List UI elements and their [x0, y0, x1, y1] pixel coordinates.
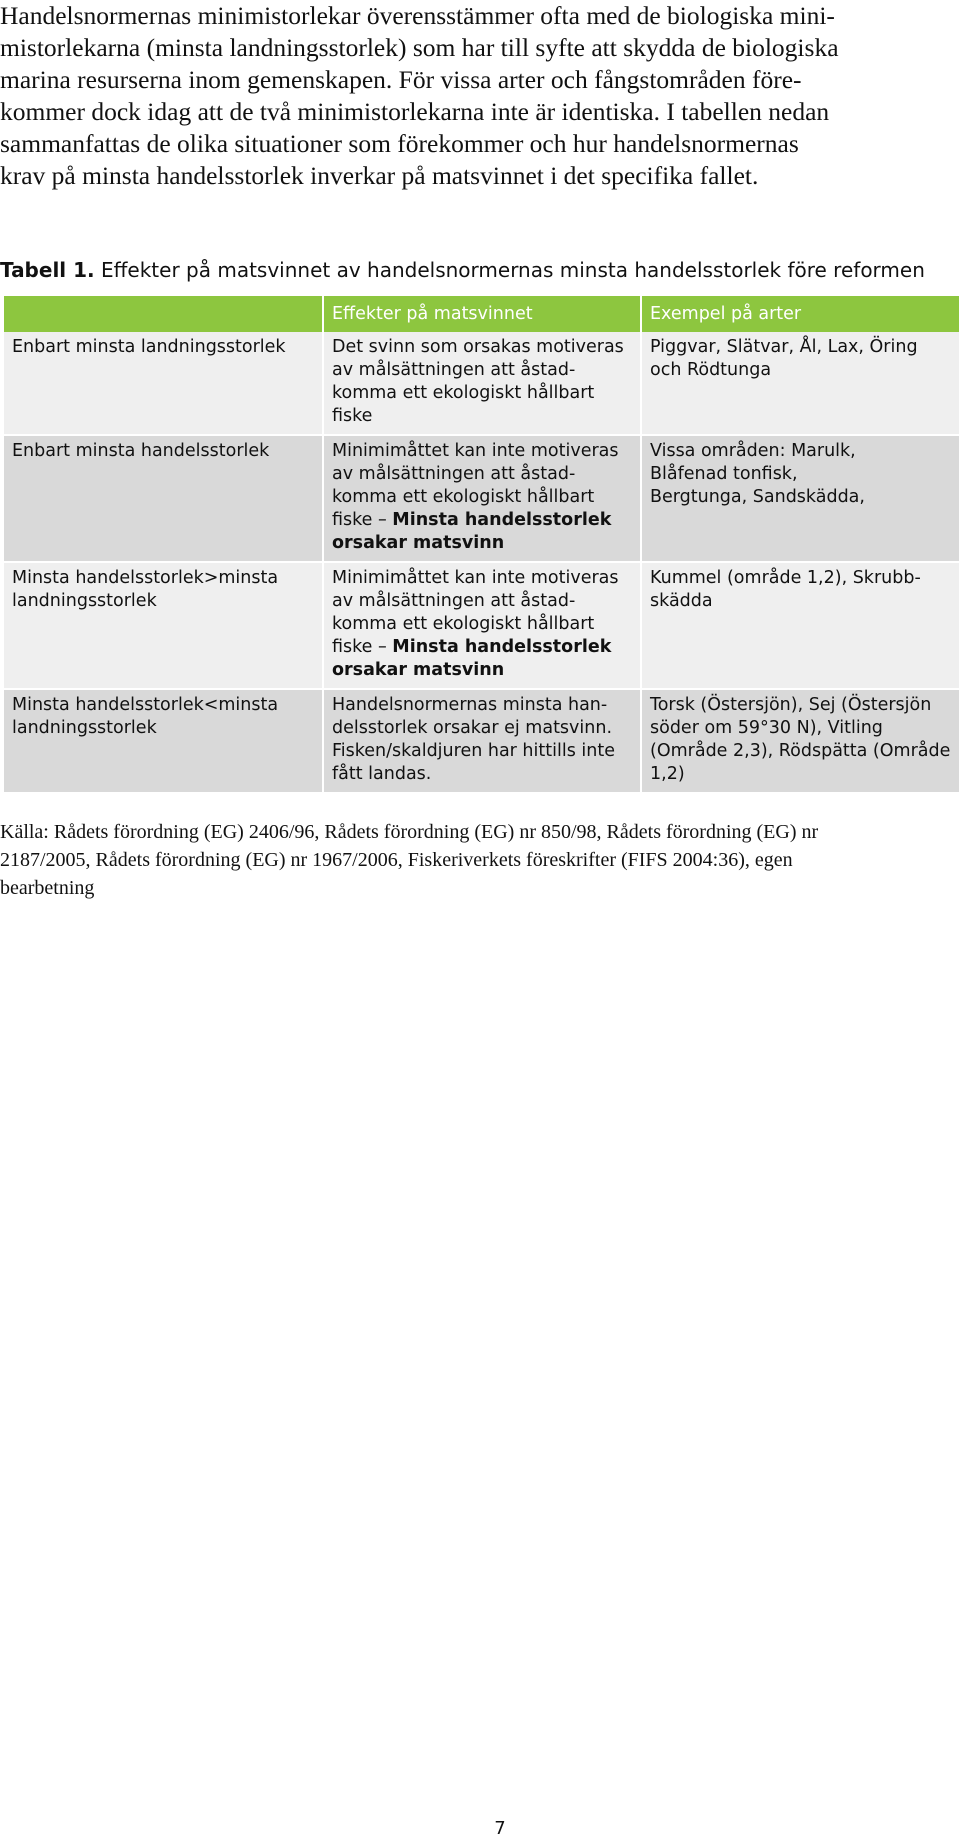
- cell-line: landningsstorlek: [12, 718, 157, 738]
- bold-text: Minsta handelsstorlek: [392, 637, 612, 657]
- caption-label: Tabell 1.: [0, 258, 95, 282]
- cell-line: Piggvar, Slätvar, Ål, Lax, Öring: [650, 337, 918, 357]
- situation-cell: [4, 689, 323, 793]
- intro-line: marina resurserna inom gemenskapen. För vissa arter och fångstområden före-: [0, 65, 802, 94]
- cell-line: fiske: [332, 406, 373, 426]
- header-examples: Exempel på arter: [641, 296, 959, 332]
- cell-line: Minsta handelsstorlek>minsta: [12, 568, 279, 588]
- cell-line: Minsta handelsstorlek<minsta: [12, 695, 279, 715]
- intro-line: sammanfattas de olika situationer som förekommer och hur handelsnormernas: [0, 129, 799, 158]
- cell-line: Enbart minsta handelsstorlek: [12, 441, 270, 461]
- cell-line: av målsättningen att åstad-: [332, 464, 576, 484]
- intro-line: krav på minsta handelsstorlek inverkar på matsvinnet i det specifika fallet.: [0, 161, 759, 190]
- intro-line: mistorlekarna (minsta landningsstorlek) som har till syfte att skydda de biologiska: [0, 33, 839, 62]
- cell-line: 1,2): [650, 764, 685, 784]
- effect-cell: [323, 689, 641, 793]
- cell-line: och Rödtunga: [650, 360, 772, 380]
- cell-line: Bergtunga, Sandskädda,: [650, 487, 865, 507]
- intro-line: Handelsnormernas minimistorlekar överensstämmer ofta med de biologiska mini-: [0, 1, 835, 30]
- cell-line: av målsättningen att åstad-: [332, 360, 576, 380]
- effect-cell: [323, 332, 641, 435]
- table-row: [4, 562, 959, 689]
- cell-line: Kummel (område 1,2), Skrubb-: [650, 568, 921, 588]
- cell-line-mixed: [332, 636, 632, 659]
- table-row: [4, 332, 959, 435]
- situation-cell: [4, 435, 323, 562]
- examples-cell: [641, 689, 959, 793]
- cell-line: Torsk (Östersjön), Sej (Östersjön: [650, 695, 932, 715]
- cell-line-mixed: [332, 509, 632, 532]
- examples-cell: [641, 332, 959, 435]
- source-line: Källa: Rådets förordning (EG) 2406/96, Rådets förordning (EG) nr 850/98, Rådets förordning (EG) nr: [0, 821, 819, 843]
- cell-line: av målsättningen att åstad-: [332, 591, 576, 611]
- situation-cell: [4, 332, 323, 435]
- source-line: 2187/2005, Rådets förordning (EG) nr 1967/2006, Fiskeriverkets föreskrifter (FIFS 2004:36), egen: [0, 849, 793, 871]
- cell-line: Vissa områden: Marulk,: [650, 441, 856, 461]
- table-row: [4, 435, 959, 562]
- header-situation: [4, 296, 323, 332]
- bold-text: orsakar matsvinn: [332, 533, 505, 553]
- source-line: bearbetning: [0, 877, 95, 899]
- cell-line: komma ett ekologiskt hållbart: [332, 487, 595, 507]
- cell-line: komma ett ekologiskt hållbart: [332, 614, 595, 634]
- caption-text: Effekter på matsvinnet av handelsnormernas minsta handelsstorlek före reformen: [94, 258, 925, 282]
- table-header-row: [4, 296, 959, 332]
- bold-text: orsakar matsvinn: [332, 660, 505, 680]
- examples-cell: [641, 562, 959, 689]
- cell-line: Enbart minsta landningsstorlek: [12, 337, 286, 357]
- cell-line: delsstorlek orsakar ej matsvinn.: [332, 718, 613, 738]
- source-note: [0, 818, 955, 902]
- cell-line: fått landas.: [332, 764, 432, 784]
- cell-line: skädda: [650, 591, 713, 611]
- table-caption: [0, 257, 960, 283]
- effects-table: [4, 296, 959, 794]
- cell-line: Minimimåttet kan inte motiveras: [332, 568, 619, 588]
- intro-paragraph: [0, 0, 955, 192]
- cell-line: Blåfenad tonfisk,: [650, 464, 798, 484]
- intro-line: kommer dock idag att de två minimistorlekarna inte är identiska. I tabellen nedan: [0, 97, 830, 126]
- effect-cell: [323, 562, 641, 689]
- header-effects: Effekter på matsvinnet: [323, 296, 641, 332]
- cell-line: landningsstorlek: [12, 591, 157, 611]
- cell-text: fiske –: [332, 510, 393, 530]
- cell-line: söder om 59°30 N), Vitling: [650, 718, 883, 738]
- cell-line: (Område 2,3), Rödspätta (Område: [650, 741, 951, 761]
- table-row: [4, 689, 959, 793]
- examples-cell: [641, 435, 959, 562]
- cell-line: Fisken/skaldjuren har hittills inte: [332, 741, 615, 761]
- page-number: 7: [494, 1818, 506, 1839]
- bold-text: Minsta handelsstorlek: [392, 510, 612, 530]
- cell-line: komma ett ekologiskt hållbart: [332, 383, 595, 403]
- cell-text: fiske –: [332, 637, 393, 657]
- effect-cell: [323, 435, 641, 562]
- situation-cell: [4, 562, 323, 689]
- cell-line: Minimimåttet kan inte motiveras: [332, 441, 619, 461]
- cell-line: Det svinn som orsakas motiveras: [332, 337, 624, 357]
- cell-line: Handelsnormernas minsta han-: [332, 695, 608, 715]
